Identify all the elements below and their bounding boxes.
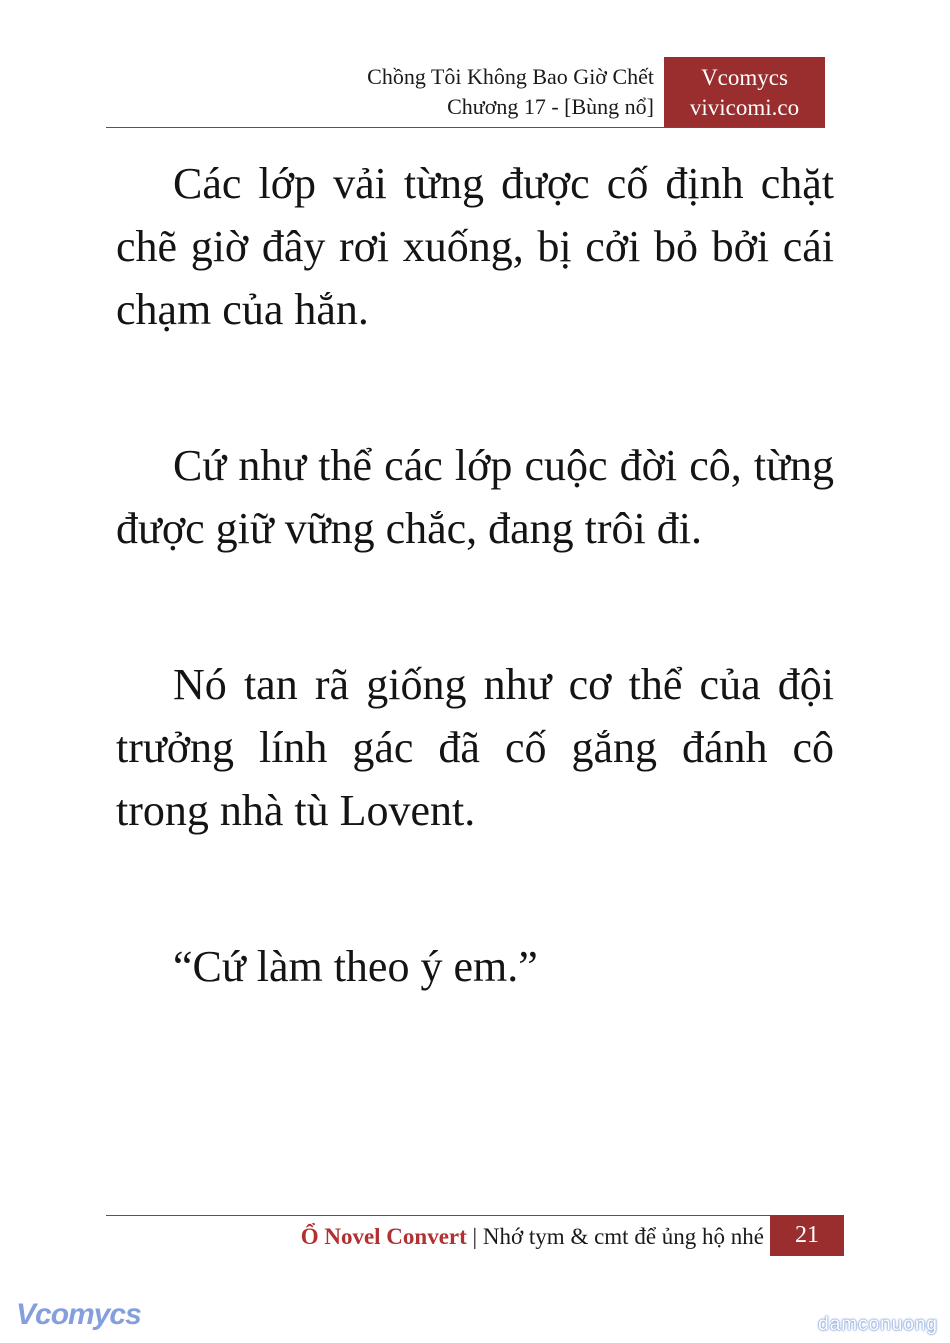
- header-titles: [367, 62, 654, 122]
- footer-line: [301, 1222, 764, 1252]
- brand-box: [664, 57, 825, 128]
- chapter-body: [116, 152, 834, 998]
- book-title: Chồng Tôi Không Bao Giờ Chết: [367, 64, 654, 89]
- chapter-title: Chương 17 - [Bùng nổ]: [447, 94, 654, 119]
- brand-site: vivicomi.co: [689, 95, 800, 120]
- header-divider: [106, 127, 825, 128]
- page-number: 21: [770, 1215, 844, 1256]
- footer-separator: |: [472, 1224, 478, 1249]
- footer-message: Nhớ tym & cmt để ủng hộ nhé: [482, 1224, 764, 1249]
- paragraph: Nó tan rã giống như cơ thể của đội trưởng lính gác đã cố gắng đánh cô trong nhà tù Lovent.: [116, 660, 834, 835]
- footer-brand: Ổ Novel Convert: [300, 1224, 467, 1249]
- watermark-left: Vcomycs: [16, 1298, 141, 1331]
- brand-name: Vcomycs: [701, 65, 788, 90]
- paragraph: “Cứ làm theo ý em.”: [173, 942, 538, 991]
- paragraph: Các lớp vải từng được cố định chặt chẽ giờ đây rơi xuống, bị cởi bỏ bởi cái chạm của hắn.: [116, 159, 834, 334]
- paragraph: Cứ như thể các lớp cuộc đời cô, từng được giữ vững chắc, đang trôi đi.: [116, 441, 834, 553]
- footer-divider: [106, 1215, 844, 1216]
- watermark-right: damconuong: [818, 1314, 938, 1335]
